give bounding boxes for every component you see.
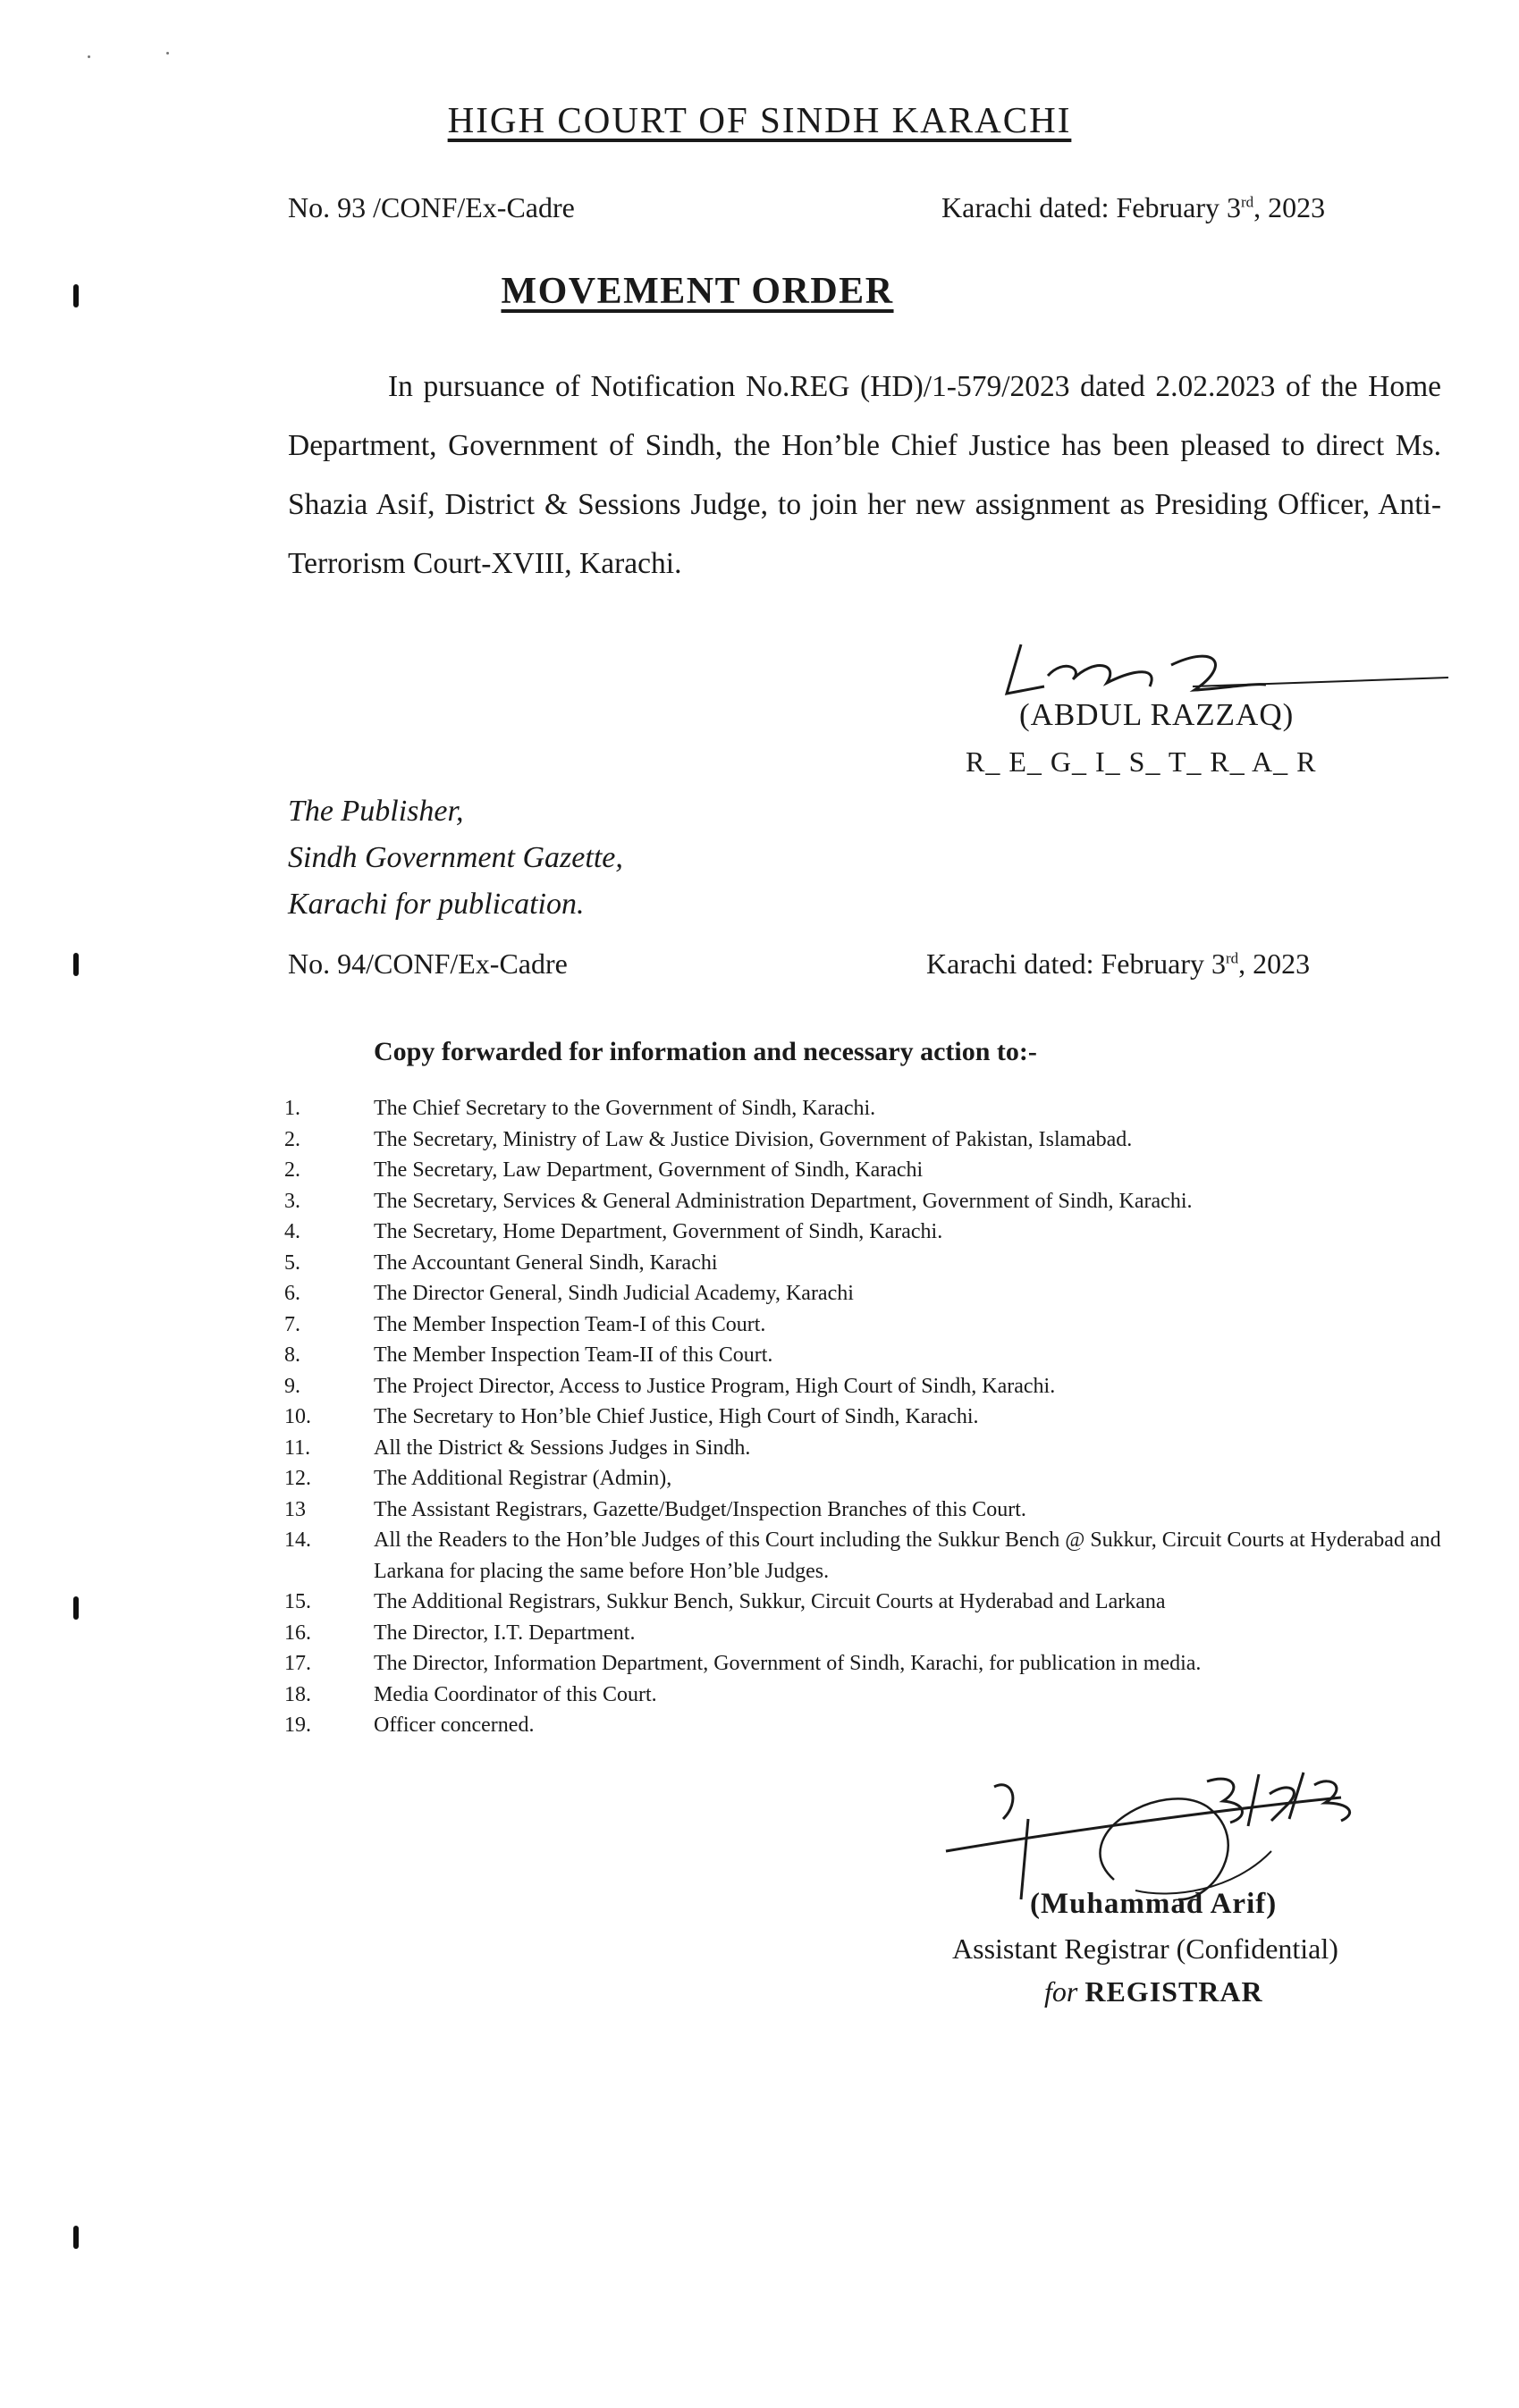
scan-speck — [166, 52, 169, 55]
list-item-text: The Secretary, Ministry of Law & Justice Division, Government of Pakistan, Islamabad. — [374, 1127, 1133, 1151]
assistant-registrar-signature — [939, 1765, 1475, 1908]
date-year: , 2023 — [1238, 947, 1311, 980]
list-item-text: The Secretary, Services & General Administration Department, Government of Sindh, Karachi. — [374, 1189, 1193, 1213]
list-item — [284, 1494, 1447, 1526]
court-title: HIGH COURT OF SINDH KARACHI — [447, 99, 1072, 140]
list-item-text: Officer concerned. — [374, 1713, 535, 1737]
list-item — [284, 1371, 1447, 1402]
list-item-text: The Secretary, Law Department, Government of Sindh, Karachi — [374, 1158, 924, 1182]
list-item — [284, 1309, 1447, 1341]
list-item — [284, 1278, 1447, 1309]
list-item — [284, 1433, 1447, 1464]
list-item — [284, 1525, 1447, 1587]
date-year: , 2023 — [1253, 191, 1326, 223]
list-item — [284, 1402, 1447, 1433]
list-item-number: 8. — [284, 1343, 300, 1367]
for-registrar — [1044, 1975, 1263, 2008]
list-item-text: The Director, I.T. Department. — [374, 1621, 636, 1645]
list-item-text: The Director, Information Department, Government of Sindh, Karachi, for publication in media. — [374, 1652, 1202, 1675]
list-item-text: Media Coordinator of this Court. — [374, 1682, 657, 1706]
list-item-text: All the Readers to the Hon’ble Judges of this Court including the Sukkur Bench @ Sukkur, Circuit Courts at Hyderabad and Larkana for placing the same before Hon’ble Judges. — [374, 1528, 1441, 1583]
list-item — [284, 1648, 1447, 1680]
list-item — [284, 1124, 1447, 1156]
reference-date — [941, 191, 1325, 224]
registrar-name: (ABDUL RAZZAQ) — [1019, 697, 1295, 732]
list-item-number: 16. — [284, 1621, 311, 1645]
list-item — [284, 1248, 1447, 1279]
list-item-number: 2. — [284, 1158, 300, 1182]
list-item — [284, 1217, 1447, 1248]
list-item-text: The Member Inspection Team-I of this Court. — [374, 1312, 766, 1336]
scan-mark — [73, 1596, 79, 1620]
list-item — [284, 1340, 1447, 1371]
scan-mark — [73, 2226, 79, 2249]
list-item-number: 4. — [284, 1220, 300, 1243]
list-item-text: The Director General, Sindh Judicial Academy, Karachi — [374, 1282, 854, 1305]
list-item-number: 11. — [284, 1436, 311, 1460]
copy-recipient-list — [284, 1093, 1447, 1741]
list-item-number: 17. — [284, 1652, 311, 1675]
copy-forwarded-heading: Copy forwarded for information and necessary action to:- — [374, 1037, 1037, 1066]
date-text: Karachi dated: February 3 — [926, 947, 1226, 980]
date-suffix: rd — [1225, 949, 1239, 967]
list-item-number: 5. — [284, 1250, 300, 1275]
list-item — [284, 1587, 1447, 1618]
list-item-text: The Member Inspection Team-II of this Court. — [374, 1343, 773, 1367]
list-item-text: The Additional Registrar (Admin), — [374, 1467, 672, 1490]
list-item-number: 7. — [284, 1312, 300, 1336]
registrar-title: R_ E_ G_ I_ S_ T_ R_ A_ R — [966, 745, 1317, 778]
list-item-text: All the District & Sessions Judges in Sindh. — [374, 1436, 751, 1460]
list-item-number: 6. — [284, 1282, 300, 1305]
publisher-line: Karachi for publication. — [288, 888, 585, 921]
list-item-number: 9. — [284, 1374, 300, 1398]
scan-speck — [88, 55, 90, 58]
list-item-number: 2. — [284, 1127, 300, 1151]
list-item-number: 10. — [284, 1405, 311, 1428]
list-item — [284, 1680, 1447, 1711]
list-item-text: The Additional Registrars, Sukkur Bench, Sukkur, Circuit Courts at Hyderabad and Larkana — [374, 1590, 1166, 1613]
list-item-text: The Accountant General Sindh, Karachi — [374, 1250, 718, 1275]
list-item-number: 18. — [284, 1682, 311, 1706]
reference-number: No. 93 /CONF/Ex-Cadre — [288, 191, 575, 223]
assistant-registrar-title: Assistant Registrar (Confidential) — [952, 1932, 1338, 1965]
list-item-text: The Chief Secretary to the Government of Sindh, Karachi. — [374, 1097, 876, 1120]
list-item — [284, 1155, 1447, 1186]
date-text: Karachi dated: February 3 — [941, 191, 1241, 223]
list-item-text: The Secretary, Home Department, Government of Sindh, Karachi. — [374, 1220, 943, 1243]
reference-number: No. 94/CONF/Ex-Cadre — [288, 947, 568, 980]
list-item-text: The Project Director, Access to Justice Program, High Court of Sindh, Karachi. — [374, 1374, 1056, 1398]
list-item — [284, 1093, 1447, 1124]
list-item-number: 14. — [284, 1528, 311, 1552]
list-item-number: 13 — [284, 1497, 306, 1521]
list-item-number: 1. — [284, 1097, 300, 1120]
order-body: In pursuance of Notification No.REG (HD)/1-579/2023 dated 2.02.2023 of the Home Department, Government of Sindh, the Hon’ble Chief Justice has been pleased to direct Ms. Shazia Asif, District & Sessions Judge, to join her new assignment as Presiding Officer, Anti-Terrorism Court-XVIII, Karachi. — [288, 370, 1441, 580]
list-item — [284, 1463, 1447, 1494]
date-suffix: rd — [1240, 193, 1254, 211]
list-item-number: 15. — [284, 1590, 311, 1613]
list-item-number: 19. — [284, 1713, 311, 1737]
publisher-line: Sindh Government Gazette, — [288, 841, 623, 874]
publisher-address — [288, 788, 623, 928]
reference-date — [926, 947, 1310, 981]
for-label: for — [1044, 1975, 1078, 2008]
list-item — [284, 1618, 1447, 1649]
scan-mark — [73, 953, 79, 976]
order-title: MOVEMENT ORDER — [501, 271, 894, 312]
publisher-line: The Publisher, — [288, 795, 464, 828]
list-item-number: 3. — [284, 1189, 300, 1213]
list-item-text: The Assistant Registrars, Gazette/Budget/Inspection Branches of this Court. — [374, 1497, 1026, 1521]
list-item-number: 12. — [284, 1467, 311, 1490]
list-item — [284, 1186, 1447, 1217]
assistant-registrar-name: (Muhammad Arif) — [1030, 1888, 1278, 1920]
for-office: REGISTRAR — [1084, 1975, 1263, 2008]
list-item — [284, 1710, 1447, 1741]
list-item-text: The Secretary to Hon’ble Chief Justice, High Court of Sindh, Karachi. — [374, 1405, 979, 1428]
